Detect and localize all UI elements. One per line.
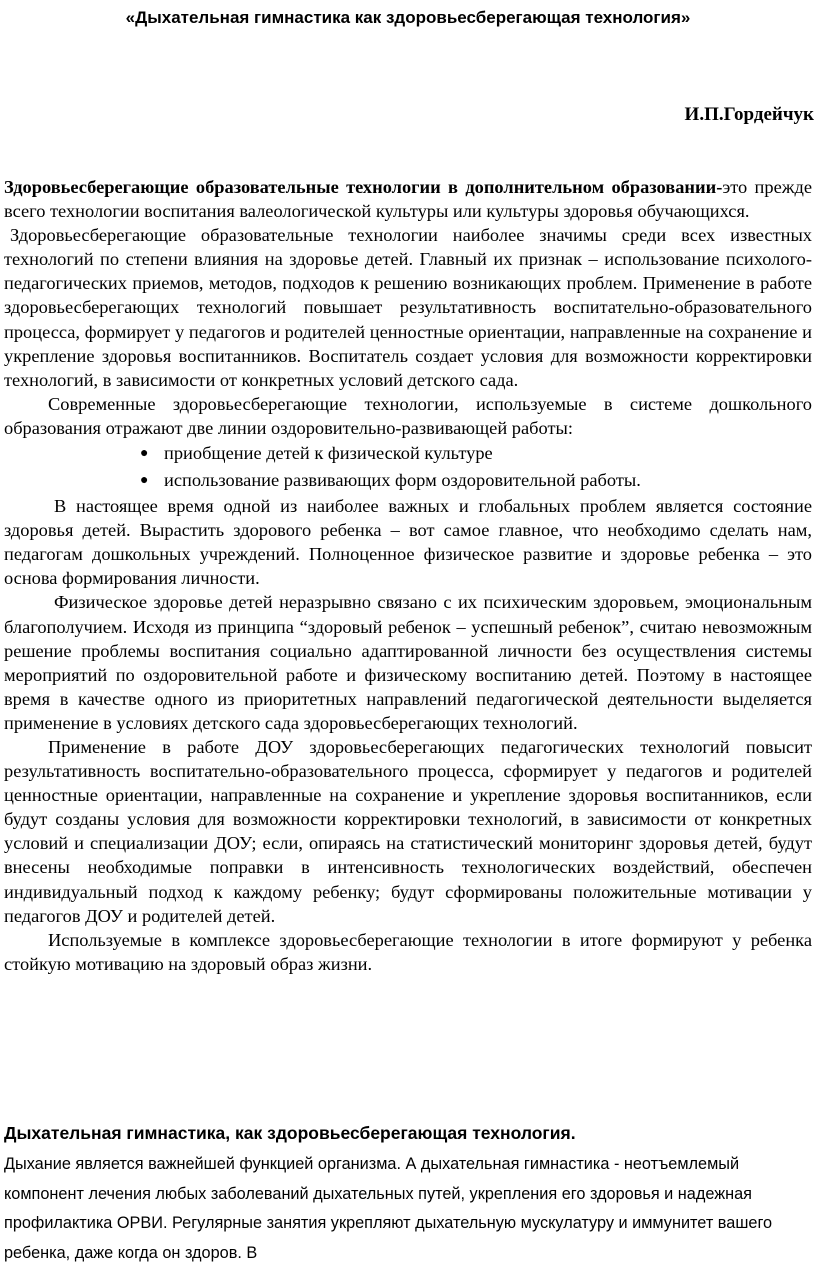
paragraph-1: Здоровьесберегающие образовательные технологии наиболее значимы среди всех известных технологий по степени влияния на здоровье детей. Главный их признак – использование психолого-педагогических приемов, методов, подходов к решению возникающих проблем. Применение в работе здоровьесберегающих технологий повышает результативность воспитательно-образовательного процесса, формирует у педагогов и родителей ценностные ориентации, направленные на сохранение и укрепление здоровья воспитанников. Воспитатель создает условия для возможности корректировки технологий, в зависимости от конкретных условий детского сада. <box>4 225 812 390</box>
list-item <box>4 440 812 467</box>
paragraph-2: Современные здоровьесберегающие технологии, используемые в системе дошкольного образования отражают две линии оздоровительно-развивающей работы: <box>4 393 812 438</box>
list-item <box>4 467 812 494</box>
document-body <box>4 175 812 976</box>
paragraph-3: В настоящее время одной из наиболее важных и глобальных проблем является состояние здоровья детей. Вырастить здорового ребенка – вот самое главное, что необходимо сделать нам, педагогам дошкольных учреждений. Полноценное физическое развитие и здоровье ребенка – это основа формирования личности. <box>4 496 812 589</box>
author-name: И.П.Гордейчук <box>684 104 814 125</box>
paragraph-5: Применение в работе ДОУ здоровьесберегающих педагогических технологий повысит результативность воспитательно-образовательного процесса, сформирует у педагогов и родителей ценностные ориентации, направленные на сохранение и укрепление здоровья воспитанников, если будут созданы условия для возможности корректировки технологий, в зависимости от конкретных условий и специализации ДОУ; если, опираясь на статистический мониторинг здоровья детей, будут внесены необходимые поправки в интенсивность технологических воздействий, обеспечен индивидуальный подход к каждому ребенку; будут сформированы положительные мотивации у педагогов ДОУ и родителей детей. <box>4 736 812 926</box>
intro-paragraph <box>4 175 812 223</box>
paragraph-4: Физическое здоровье детей неразрывно связано с их психическим здоровьем, эмоциональным благополучием. Исходя из принципа “здоровый ребенок – успешный ребенок”, считаю невозможным решение проблемы воспитания социально адаптированной личности без осуществления системы мероприятий по оздоровительной работе и физическому воспитанию детей. Поэтому в настоящее время в качестве одного из приоритетных направлений педагогической деятельности выделяется применение в условиях детского сада здоровьесберегающих технологий. <box>4 592 812 733</box>
bullet-icon: ● <box>140 446 149 462</box>
document-title: «Дыхательная гимнастика как здоровьесберегающая технология» <box>125 8 691 27</box>
list-item-text: использование развивающих форм оздоровительной работы. <box>164 470 641 491</box>
section-body: Дыхание является важнейшей функцией организма. А дыхательная гимнастика - неотъемлемый компонент лечения любых заболеваний дыхательных путей, укрепления его здоровья и надежная профилактика ОРВИ. Регулярные занятия укрепляют дыхательную мускулатуру и иммунитет вашего ребенка, даже когда он здоров. В <box>4 1155 773 1262</box>
bullet-icon: ● <box>140 473 149 489</box>
paragraph-6: Используемые в комплексе здоровьесберегающие технологии в итоге формируют у ребенка стойкую мотивацию на здоровый образ жизни. <box>4 929 812 974</box>
section-heading: Дыхательная гимнастика, как здоровьесберегающая технология. <box>4 1123 576 1143</box>
intro-lead: Здоровьесберегающие образовательные технологии в дополнительном образовании- <box>4 177 723 197</box>
bullet-list <box>4 440 812 494</box>
intro-rest: это прежде всего технологии воспитания валеологической культуры или культуры здоровья обучающихся. <box>4 177 812 222</box>
list-item-text: приобщение детей к физической культуре <box>164 443 493 464</box>
